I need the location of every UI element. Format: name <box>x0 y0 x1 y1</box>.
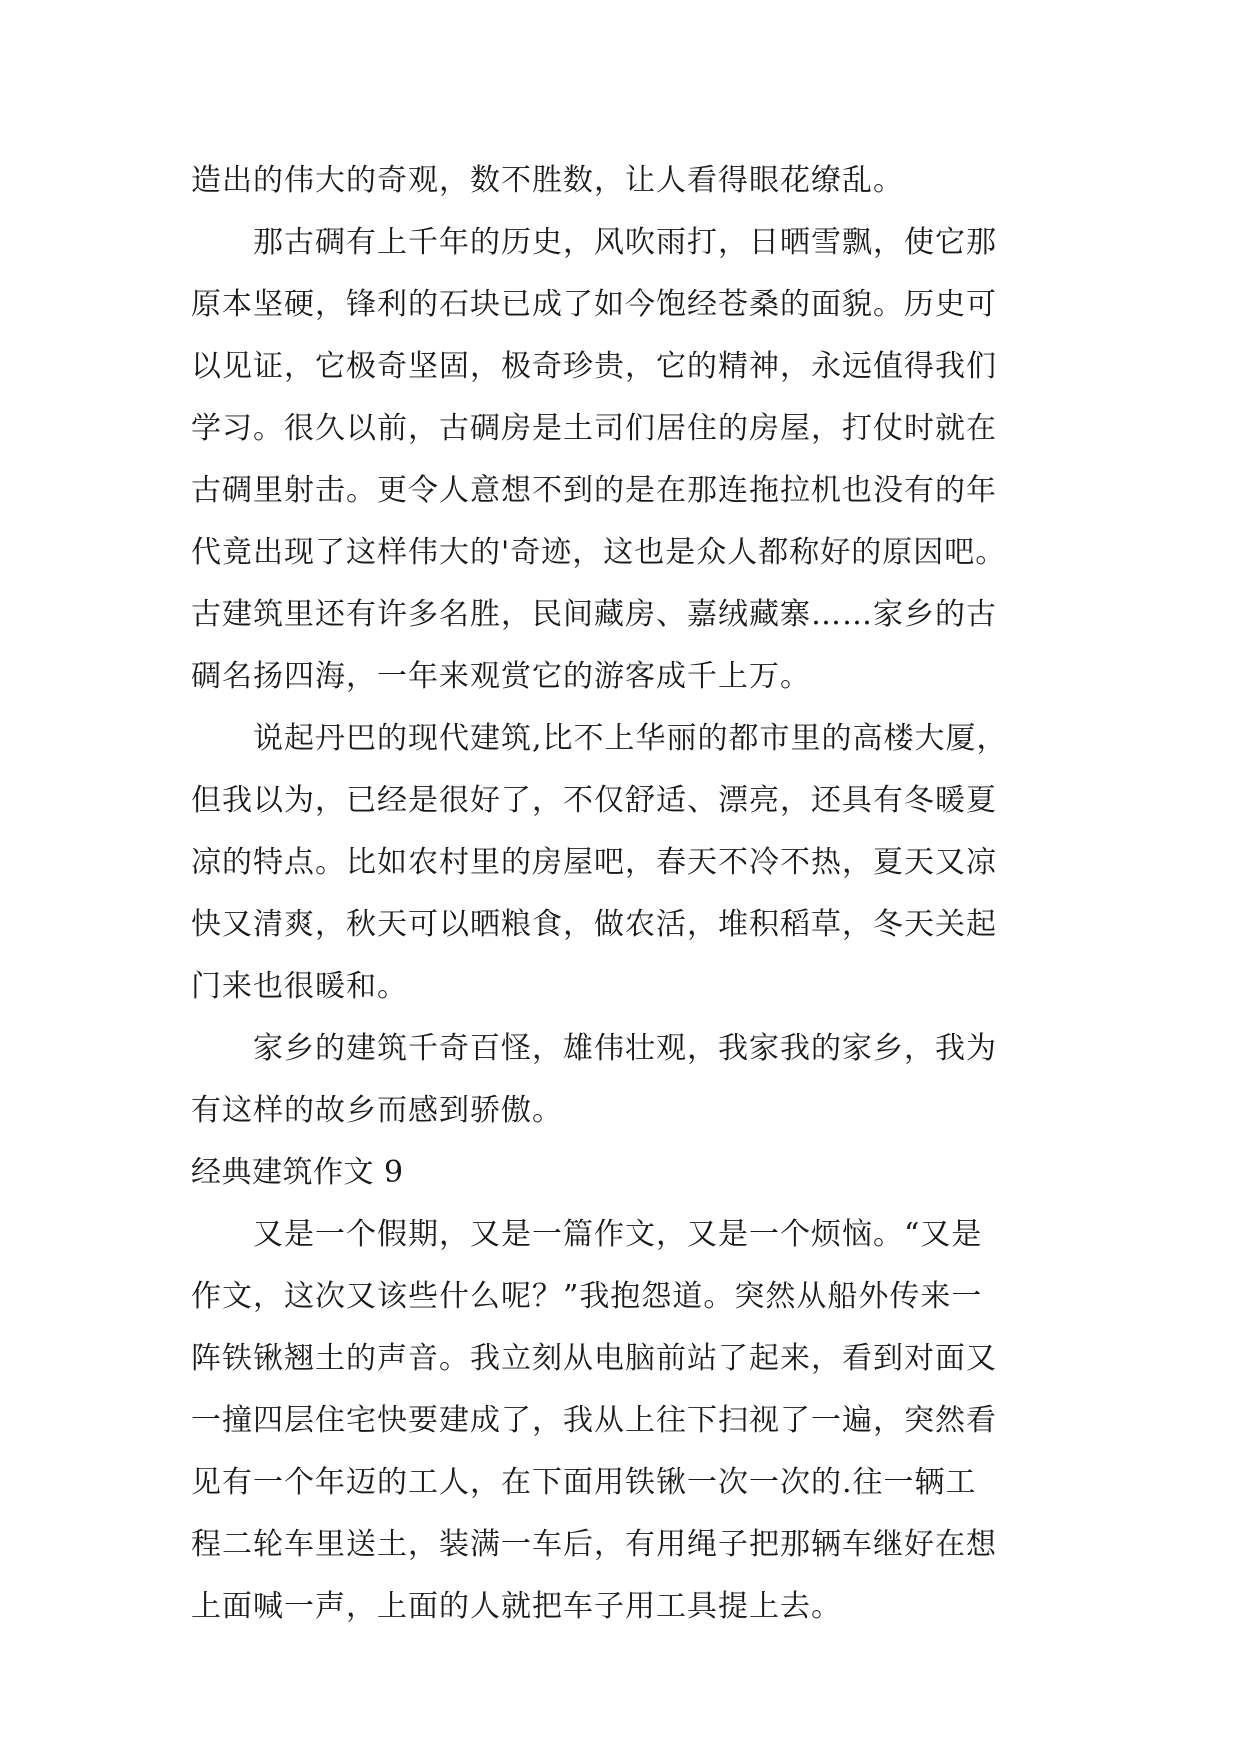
text-line: 学习。很久以前，古碉房是土司们居住的房屋，打仗时就在 <box>191 411 997 446</box>
paragraph-start: 家乡的建筑千奇百怪，雄伟壮观，我家我的家乡，我为 <box>253 1031 997 1066</box>
text-line: 造出的伟大的奇观，数不胜数，让人看得眼花缭乱。 <box>191 163 904 198</box>
text-line: 见有一个年迈的工人，在下面用铁锹一次一次的.往一辆工 <box>191 1465 977 1500</box>
section-heading: 经典建筑作文 9 <box>191 1155 404 1190</box>
paragraph-start: 那古碉有上千年的历史，风吹雨打，日晒雪飘，使它那 <box>253 225 997 260</box>
text-line: 门来也很暖和。 <box>191 969 408 1004</box>
text-line: 上面喊一声，上面的人就把车子用工具提上去。 <box>191 1589 842 1624</box>
paragraph-start: 说起丹巴的现代建筑,比不上华丽的都市里的高楼大厦， <box>253 721 1008 756</box>
text-line: 古碉里射击。更令人意想不到的是在那连拖拉机也没有的年 <box>191 473 997 508</box>
text-line: 碉名扬四海，一年来观赏它的游客成千上万。 <box>191 659 811 694</box>
text-line: 作文，这次又该些什么呢？”我抱怨道。突然从船外传来一 <box>191 1279 983 1314</box>
text-line: 代竟出现了这样伟大的'奇迹，这也是众人都称好的原因吧。 <box>191 535 1007 570</box>
text-line: 一撞四层住宅快要建成了，我从上往下扫视了一遍，突然看 <box>191 1403 997 1438</box>
text-line: 程二轮车里送土，装满一车后，有用绳子把那辆车继好在想 <box>191 1527 997 1562</box>
text-line: 原本坚硬，锋利的石块已成了如今饱经苍桑的面貌。历史可 <box>191 287 997 322</box>
text-line: 有这样的故乡而感到骄傲。 <box>191 1093 563 1128</box>
text-line: 以见证，它极奇坚固，极奇珍贵，它的精神，永远值得我们 <box>191 349 997 384</box>
document-body <box>191 150 1071 1638</box>
text-line: 阵铁锹翘土的声音。我立刻从电脑前站了起来，看到对面又 <box>191 1341 997 1376</box>
text-line: 凉的特点。比如农村里的房屋吧，春天不冷不热，夏天又凉 <box>191 845 997 880</box>
text-line: 古建筑里还有许多名胜，民间藏房、嘉绒藏寨……家乡的古 <box>191 597 997 632</box>
text-line: 快又清爽，秋天可以晒粮食，做农活，堆积稻草，冬天关起 <box>191 907 997 942</box>
text-line: 但我以为，已经是很好了，不仅舒适、漂亮，还具有冬暖夏 <box>191 783 997 818</box>
paragraph-start: 又是一个假期，又是一篇作文，又是一个烦恼。“又是 <box>253 1217 983 1252</box>
